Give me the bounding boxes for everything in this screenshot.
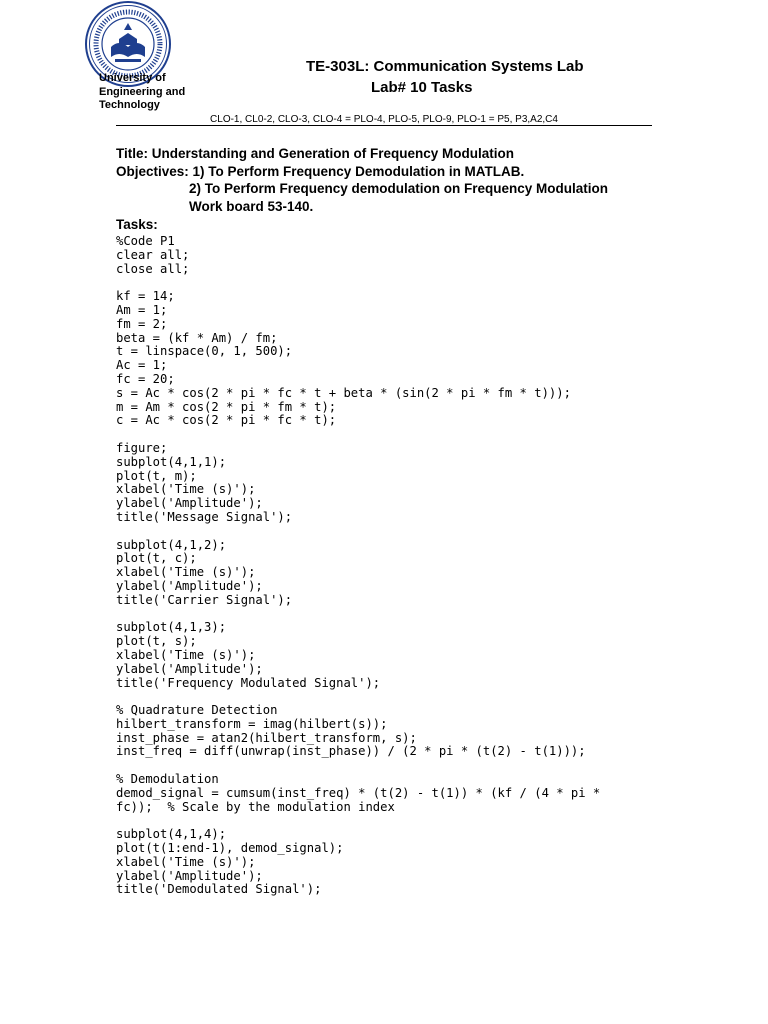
code-line: ylabel('Amplitude');: [116, 868, 263, 883]
code-line: title('Demodulated Signal');: [116, 882, 322, 897]
code-line: clear all;: [116, 247, 190, 262]
university-name: [99, 72, 209, 113]
code-line: ylabel('Amplitude');: [116, 496, 263, 511]
code-line: [116, 276, 600, 290]
university-name-line: Engineering and: [99, 85, 186, 98]
code-line: subplot(4,1,3);: [116, 620, 227, 635]
code-line: plot(t, c);: [116, 551, 197, 566]
objective-2: 2) To Perform Frequency demodulation on Frequency Modulation: [189, 181, 609, 196]
code-line: s = Ac * cos(2 * pi * fc * t + beta * (sin(2 * pi * fm * t)));: [116, 385, 571, 400]
code-line: title('Message Signal');: [116, 509, 293, 524]
code-line: fc = 20;: [116, 371, 175, 386]
code-line: hilbert_transform = imag(hilbert(s));: [116, 716, 388, 731]
code-line: demod_signal = cumsum(inst_freq) * (t(2) - t(1)) * (kf / (4 * pi *: [116, 785, 601, 800]
code-line: % Demodulation: [116, 772, 219, 787]
code-line: xlabel('Time (s)');: [116, 482, 256, 497]
objective-1: Objectives: 1) To Perform Frequency Demodulation in MATLAB.: [116, 164, 525, 179]
university-name-line: Technology: [99, 99, 160, 111]
code-line: fc)); % Scale by the modulation index: [116, 799, 395, 814]
code-line: title('Frequency Modulated Signal');: [116, 675, 381, 690]
code-line: beta = (kf * Am) / fm;: [116, 330, 278, 345]
lab-title-line: Title: Understanding and Generation of Frequency Modulation: [116, 146, 515, 161]
code-line: subplot(4,1,1);: [116, 454, 227, 469]
course-title: TE-303L: Communication Systems Lab: [306, 58, 584, 75]
code-line: plot(t, m);: [116, 468, 197, 483]
lab-title: Lab# 10 Tasks: [371, 79, 473, 96]
code-line: kf = 14;: [116, 289, 175, 304]
code-line: Ac = 1;: [116, 358, 168, 373]
code-line: subplot(4,1,2);: [116, 537, 227, 552]
code-line: inst_phase = atan2(hilbert_transform, s);: [116, 730, 417, 745]
code-line: plot(t(1:end-1), demod_signal);: [116, 841, 344, 856]
university-name-line: University of: [99, 72, 166, 84]
code-line: ylabel('Amplitude');: [116, 578, 263, 593]
code-line: [116, 814, 600, 828]
code-line: ylabel('Amplitude');: [116, 661, 263, 676]
code-line: fm = 2;: [116, 316, 168, 331]
clo-mapping: CLO-1, CL0-2, CLO-3, CLO-4 = PLO-4, PLO-5, PLO-9, PLO-1 = P5, P3,A2,C4: [210, 114, 558, 125]
code-line: t = linspace(0, 1, 500);: [116, 344, 293, 359]
code-listing: [116, 235, 600, 897]
code-line: m = Am * cos(2 * pi * fm * t);: [116, 399, 337, 414]
code-line: c = Ac * cos(2 * pi * fc * t);: [116, 413, 337, 428]
code-line: [116, 428, 600, 442]
code-line: xlabel('Time (s)');: [116, 565, 256, 580]
code-line: [116, 525, 600, 539]
tasks-label: Tasks:: [116, 217, 158, 232]
code-line: title('Carrier Signal');: [116, 592, 293, 607]
code-line: [116, 690, 600, 704]
code-line: [116, 759, 600, 773]
code-line: % Quadrature Detection: [116, 703, 278, 718]
code-line: close all;: [116, 261, 190, 276]
code-line: subplot(4,1,4);: [116, 827, 227, 842]
code-line: %Code P1: [116, 234, 175, 248]
code-line: xlabel('Time (s)');: [116, 647, 256, 662]
code-line: plot(t, s);: [116, 634, 197, 649]
code-line: Am = 1;: [116, 302, 168, 317]
objective-2-continued: Work board 53-140.: [189, 199, 314, 214]
code-line: xlabel('Time (s)');: [116, 854, 256, 869]
header-divider: [116, 125, 652, 126]
code-line: figure;: [116, 440, 168, 455]
code-line: inst_freq = diff(unwrap(inst_phase)) / (2 * pi * (t(2) - t(1)));: [116, 744, 586, 759]
code-line: [116, 608, 600, 622]
